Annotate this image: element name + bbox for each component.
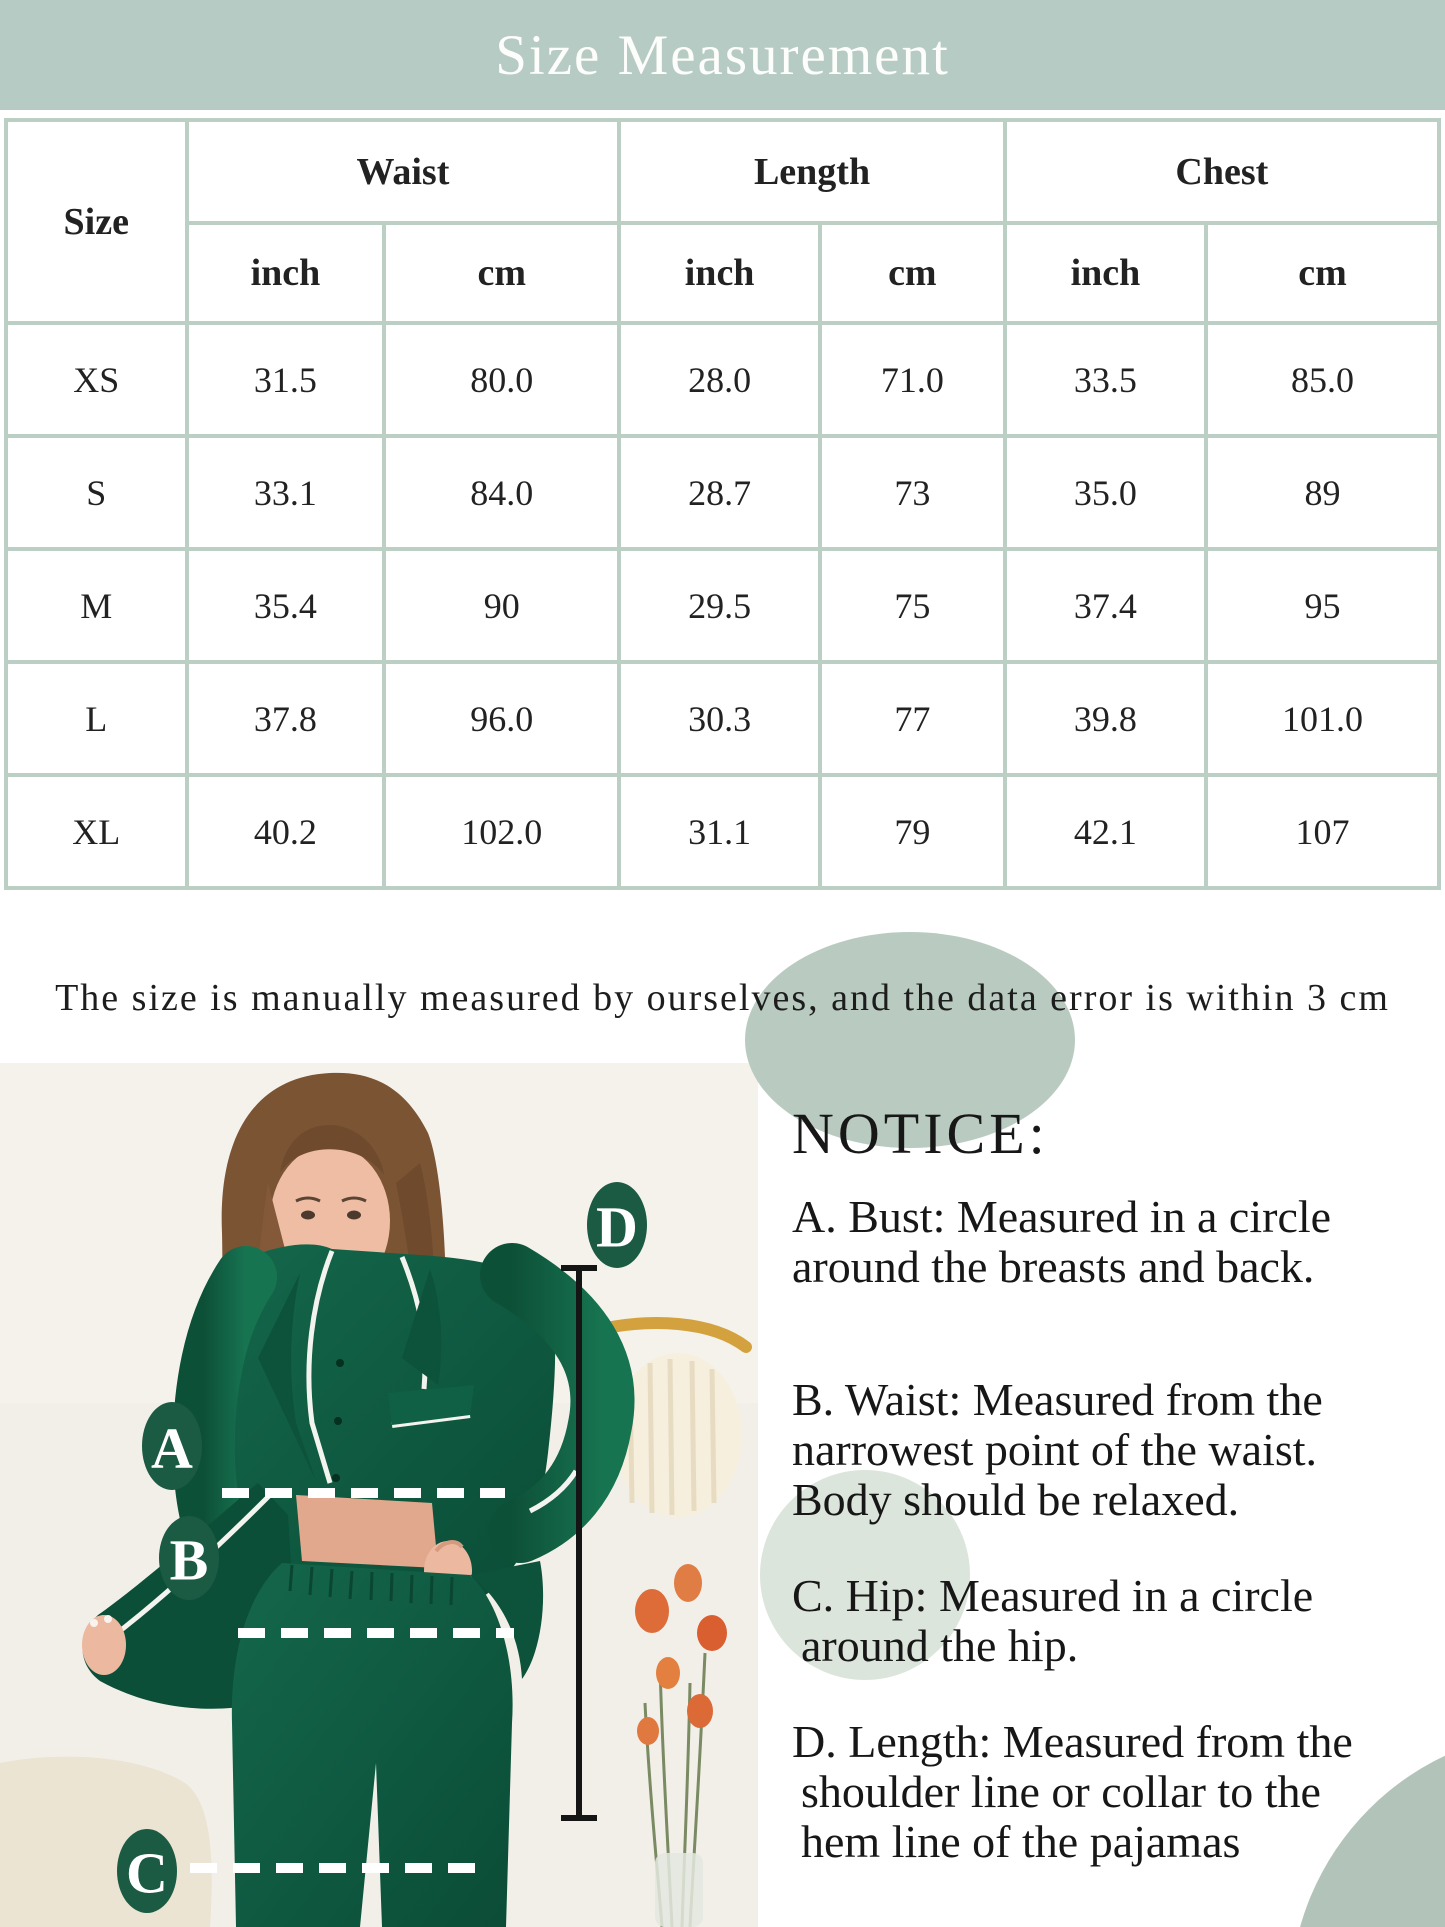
table-header-units (6, 223, 1439, 323)
notice-line: Body should be relaxed. (792, 1474, 1240, 1525)
value-cell: 89 (1206, 436, 1439, 549)
value-cell: 77 (820, 662, 1005, 775)
col-header-length: Length (619, 120, 1004, 223)
size-cell: L (6, 662, 187, 775)
value-cell: 30.3 (619, 662, 820, 775)
notice-item-hip (792, 1571, 1313, 1671)
marker-badge-c (117, 1829, 177, 1913)
notice-line: shoulder line or collar to the (801, 1766, 1321, 1817)
value-cell: 35.4 (187, 549, 385, 662)
value-cell: 80.0 (384, 323, 619, 436)
notice-line: around the breasts and back. (792, 1241, 1315, 1292)
value-cell: 75 (820, 549, 1005, 662)
value-cell: 33.5 (1005, 323, 1206, 436)
table-row (6, 436, 1439, 549)
product-photo (0, 1063, 758, 1927)
size-table-wrap (4, 118, 1441, 890)
unit-header-inch: inch (1005, 223, 1206, 323)
value-cell: 31.5 (187, 323, 385, 436)
marker-letter-d: D (596, 1194, 638, 1260)
size-cell: XL (6, 775, 187, 888)
size-table (4, 118, 1441, 890)
notice-line: C. Hip: Measured in a circle (792, 1570, 1314, 1621)
notice-line: hem line of the pajamas (801, 1816, 1241, 1867)
notice-line: D. Length: Measured from the (792, 1716, 1353, 1767)
marker-badge-a (142, 1402, 202, 1490)
notice-line: A. Bust: Measured in a circle (792, 1191, 1332, 1242)
value-cell: 101.0 (1206, 662, 1439, 775)
value-cell: 85.0 (1206, 323, 1439, 436)
notice-section (792, 1100, 1442, 1867)
col-header-chest: Chest (1005, 120, 1439, 223)
marker-badge-d (587, 1182, 647, 1268)
notice-item-bust (792, 1192, 1331, 1292)
notice-heading: NOTICE: (792, 1101, 1049, 1166)
value-cell: 40.2 (187, 775, 385, 888)
notice-line: B. Waist: Measured from the (792, 1374, 1323, 1425)
marker-badge-b (159, 1516, 219, 1600)
value-cell: 33.1 (187, 436, 385, 549)
unit-header-inch: inch (619, 223, 820, 323)
size-cell: M (6, 549, 187, 662)
value-cell: 73 (820, 436, 1005, 549)
measurement-note: The size is manually measured by ourselves, and the data error is within 3 cm (55, 977, 1390, 1019)
unit-header-inch: inch (187, 223, 385, 323)
notice-line: narrowest point of the waist. (792, 1424, 1318, 1475)
value-cell: 71.0 (820, 323, 1005, 436)
size-cell: XS (6, 323, 187, 436)
table-row (6, 323, 1439, 436)
col-header-size: Size (6, 120, 187, 323)
value-cell: 37.8 (187, 662, 385, 775)
table-header-groups (6, 120, 1439, 223)
unit-header-cm: cm (1206, 223, 1439, 323)
header-band (0, 0, 1445, 110)
sofa (0, 1757, 212, 1927)
notice-line: around the hip. (801, 1620, 1079, 1671)
value-cell: 39.8 (1005, 662, 1206, 775)
unit-header-cm: cm (820, 223, 1005, 323)
value-cell: 28.7 (619, 436, 820, 549)
col-header-waist: Waist (187, 120, 620, 223)
unit-header-cm: cm (384, 223, 619, 323)
value-cell: 107 (1206, 775, 1439, 888)
value-cell: 79 (820, 775, 1005, 888)
lamp (614, 1353, 742, 1517)
table-row (6, 775, 1439, 888)
value-cell: 35.0 (1005, 436, 1206, 549)
value-cell: 84.0 (384, 436, 619, 549)
size-cell: S (6, 436, 187, 549)
value-cell: 102.0 (384, 775, 619, 888)
notice-item-waist (792, 1375, 1323, 1525)
table-row (6, 549, 1439, 662)
value-cell: 95 (1206, 549, 1439, 662)
value-cell: 96.0 (384, 662, 619, 775)
value-cell: 29.5 (619, 549, 820, 662)
marker-letter-a: A (151, 1415, 193, 1481)
page-title: Size Measurement (495, 23, 950, 87)
value-cell: 37.4 (1005, 549, 1206, 662)
notice-item-length (792, 1717, 1353, 1867)
value-cell: 28.0 (619, 323, 820, 436)
table-row (6, 662, 1439, 775)
value-cell: 42.1 (1005, 775, 1206, 888)
value-cell: 90 (384, 549, 619, 662)
marker-letter-c: C (126, 1840, 168, 1906)
value-cell: 31.1 (619, 775, 820, 888)
marker-letter-b: B (169, 1527, 209, 1593)
